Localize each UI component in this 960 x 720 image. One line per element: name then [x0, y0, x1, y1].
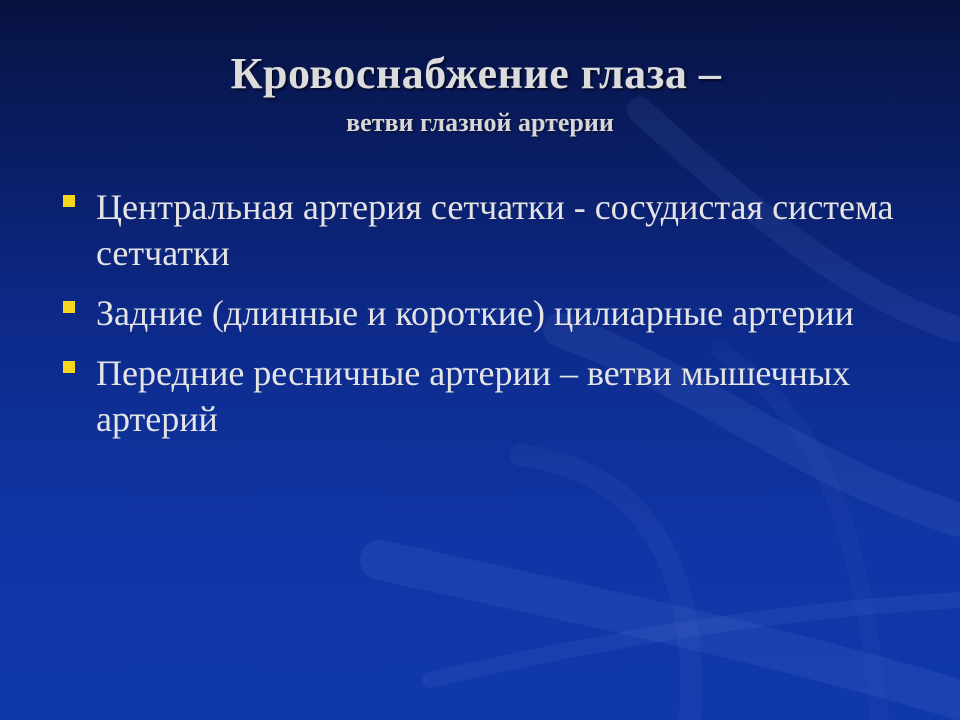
bullet-item	[56, 350, 916, 442]
square-bullet-icon	[63, 195, 75, 207]
bullet-item	[56, 290, 916, 336]
slide-subtitle: ветви глазной артерии	[346, 108, 614, 137]
bullet-item	[56, 184, 916, 276]
bullet-text: Задние (длинные и короткие) цилиарные артерии	[96, 293, 854, 333]
bullet-list	[56, 184, 916, 456]
slide-title: Кровоснабжение глаза –	[230, 49, 722, 98]
square-bullet-icon	[63, 301, 75, 313]
bullet-text: Центральная артерия сетчатки - сосудистая система сетчатки	[96, 187, 894, 273]
title-block	[0, 44, 960, 140]
bullet-text: Передние ресничные артерии – ветви мышечных артерий	[96, 353, 851, 439]
square-bullet-icon	[63, 361, 75, 373]
